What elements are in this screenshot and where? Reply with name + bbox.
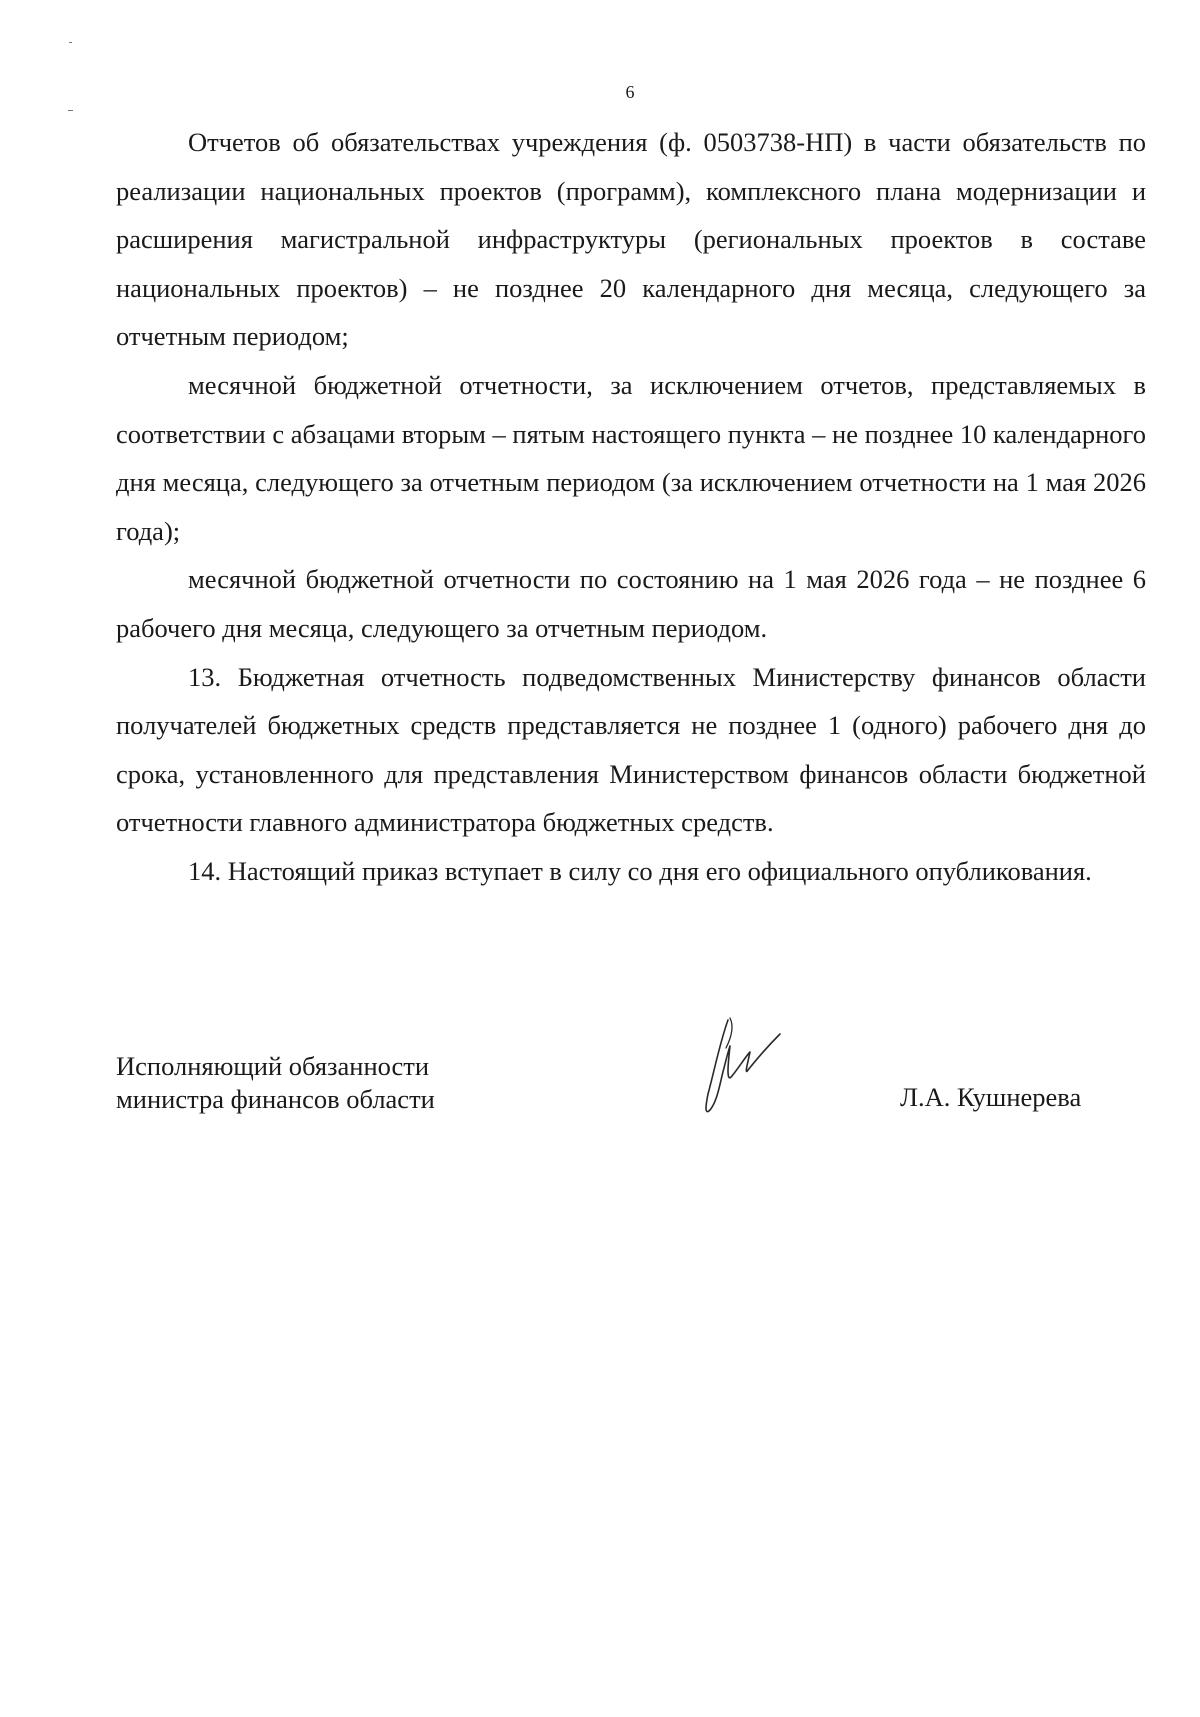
document-body <box>116 118 1146 896</box>
paragraph: 13. Бюджетная отчетность подведомственных Министерству финансов области получателей бюджетных средств представляется не позднее 1 (одного) рабочего дня до срока, установленного для представления Министерством финансов области бюджетной отчетности главного администратора бюджетных средств. <box>116 661 1146 838</box>
paragraph: месячной бюджетной отчетности, за исключением отчетов, представляемых в соответствии с абзацами вторым – пятым настоящего пункта – не позднее 10 календарного дня месяца, следующего за отчетным периодом (за исключением отчетности на 1 мая 2026 года); <box>116 369 1146 546</box>
scan-speck <box>68 110 73 111</box>
page-number: 6 <box>625 82 635 102</box>
handwritten-signature-icon <box>690 1012 790 1132</box>
signatory-position-line: Исполняющий обязанности <box>116 1051 430 1081</box>
paragraph: 14. Настоящий приказ вступает в силу со дня его официального опубликования. <box>188 855 1092 886</box>
scan-speck <box>69 42 72 43</box>
signatory-position <box>116 1050 435 1116</box>
paragraph: месячной бюджетной отчетности по состоянию на 1 мая 2026 года – не позднее 6 рабочего дня месяца, следующего за отчетным периодом. <box>116 564 1146 643</box>
signatory-position-line: министра финансов области <box>116 1084 435 1114</box>
signatory-name: Л.А. Кушнерева <box>900 1082 1082 1112</box>
paragraph: Отчетов об обязательствах учреждения (ф. 0503738-НП) в части обязательств по реализации национальных проектов (программ), комплексного плана модернизации и расширения магистральной инфраструктуры (региональных проектов в составе национальных проектов) – не позднее 20 календарного дня месяца, следующего за отчетным периодом; <box>116 127 1146 352</box>
